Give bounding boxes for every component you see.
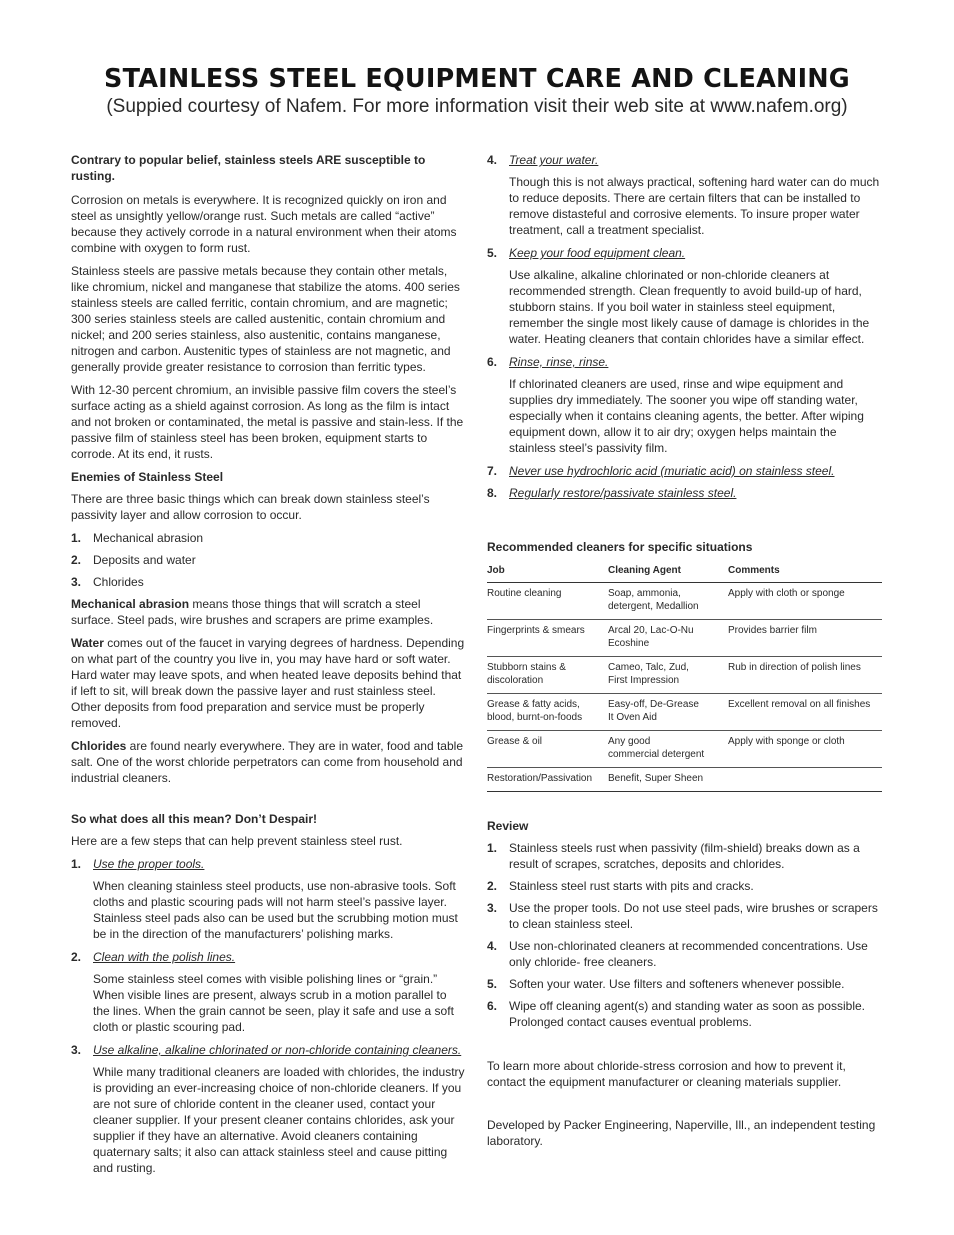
enemies-item xyxy=(71,552,466,568)
cell-job: Routine cleaning xyxy=(487,583,608,620)
review-item xyxy=(487,900,882,932)
step-body: When cleaning stainless steel products, use non-abrasive tools. Soft cloths and plastic scouring pads will not harm steel’s passive layer. Stainless steel pads also can be used but the scrubbing motion must be in the direction of the manufacturers’ polishing marks. xyxy=(93,879,458,941)
water-text: comes out of the faucet in varying degrees of hardness. Depending on what part of the country you live in, you may have hard or soft water. Hard water may leave spots, and when heated leave deposits behind that if left to sit, will break down the passive layer and rust stainless steel. Other deposits from food preparation and service must be properly removed. xyxy=(71,636,465,730)
cell-comments: Apply with cloth or sponge xyxy=(728,583,882,620)
item-number: 2. xyxy=(71,553,82,567)
cell-cleaning-agent: Soap, ammonia, detergent, Medallion xyxy=(608,583,728,620)
step-title: Rinse, rinse, rinse. xyxy=(509,355,609,369)
item-text: Deposits and water xyxy=(93,553,196,567)
cell-job: Restoration/Passivation xyxy=(487,768,608,792)
right-column xyxy=(487,152,882,1156)
column-header-cleaning-agent: Cleaning Agent xyxy=(608,561,728,583)
step-title: Use the proper tools. xyxy=(93,857,205,871)
cell-job: Stubborn stains & discoloration xyxy=(487,657,608,694)
item-number: 3. xyxy=(71,575,82,589)
step-title: Regularly restore/passivate stainless steel. xyxy=(509,486,737,500)
cell-comments xyxy=(728,768,882,792)
mechanical-abrasion-keyword: Mechanical abrasion xyxy=(71,597,190,611)
step-title: Clean with the polish lines. xyxy=(93,950,236,964)
item-number: 5. xyxy=(487,977,498,991)
item-number: 2. xyxy=(487,879,498,893)
step-title: Never use hydrochloric acid (muriatic acid) on stainless steel. xyxy=(509,464,835,478)
step-item xyxy=(487,152,882,168)
water-paragraph xyxy=(71,635,466,731)
cell-cleaning-agent: Benefit, Super Sheen xyxy=(608,768,728,792)
step-number: 3. xyxy=(71,1043,82,1057)
step-number: 5. xyxy=(487,246,498,260)
table-row xyxy=(487,768,882,792)
step-number: 6. xyxy=(487,355,498,369)
cell-cleaning-agent: Easy-off, De-Grease It Oven Aid xyxy=(608,694,728,731)
item-text: Soften your water. Use filters and softeners whenever possible. xyxy=(509,977,845,991)
chlorides-paragraph xyxy=(71,738,466,786)
cleaners-table xyxy=(487,561,882,792)
table-row xyxy=(487,583,882,620)
step-item xyxy=(487,463,882,479)
step-item xyxy=(71,1042,466,1058)
step-title: Keep your food equipment clean. xyxy=(509,246,686,260)
table-row xyxy=(487,694,882,731)
item-number: 4. xyxy=(487,939,498,953)
cleaners-heading: Recommended cleaners for specific situations xyxy=(487,540,753,554)
step-number: 1. xyxy=(71,857,82,871)
table-row xyxy=(487,657,882,694)
developed-by-text: Developed by Packer Engineering, Naperville, Ill., an independent testing laboratory. xyxy=(487,1118,876,1148)
step-item xyxy=(487,354,882,370)
step-body: Use alkaline, alkaline chlorinated or non-chloride cleaners at recommended strength. Clean frequently to avoid build-up of hard, stubborn stains. If you boil water in stainless steel equipment, remember the single most likely cause of damage is chlorides in the water. Heating cleaners that contain chlorides have a similar effect. xyxy=(509,268,870,346)
item-number: 6. xyxy=(487,999,498,1013)
page-subtitle: (Suppied courtesy of Nafem. For more information visit their web site at www.nafem.org) xyxy=(106,96,848,117)
step-item xyxy=(487,245,882,261)
cell-job: Grease & oil xyxy=(487,731,608,768)
page-title: STAINLESS STEEL EQUIPMENT CARE AND CLEANING xyxy=(104,64,850,94)
item-text: Mechanical abrasion xyxy=(93,531,204,545)
left-column xyxy=(71,152,466,1183)
enemies-item xyxy=(71,530,466,546)
review-item xyxy=(487,938,882,970)
item-text: Stainless steel rust starts with pits and cracks. xyxy=(509,879,754,893)
step-number: 8. xyxy=(487,486,498,500)
review-heading: Review xyxy=(487,819,529,833)
water-keyword: Water xyxy=(71,636,104,650)
column-header-job: Job xyxy=(487,561,608,583)
learn-more-text: To learn more about chloride-stress corrosion and how to prevent it, contact the equipment manufacturer or cleaning materials supplier. xyxy=(487,1059,846,1089)
item-number: 1. xyxy=(487,841,498,855)
intro-paragraph-2: Stainless steels are passive metals because they contain other metals, like chromium, nickel and manganese that stabilize the atoms. 400 series stainless steels are called ferritic, contain chromium, and are magnetic; 300 series stainless steels are called austenitic, contain chromium and nickel; and 200 series stainless, also austenitic, contains manganese, nitrogen and carbon. Austenitic types of stainless are not magnetic, and generally provide greater resistance to corrosion than ferritic types. xyxy=(71,264,460,374)
intro-lead: Contrary to popular belief, stainless steels ARE susceptible to rusting. xyxy=(71,153,426,183)
enemies-heading: Enemies of Stainless Steel xyxy=(71,470,224,484)
item-text: Use non-chlorinated cleaners at recommended concentrations. Use only chloride- free cleaners. xyxy=(509,939,868,969)
enemies-intro: There are three basic things which can break down stainless steel’s passivity layer and allow corrosion to occur. xyxy=(71,492,430,522)
cell-comments: Provides barrier film xyxy=(728,620,882,657)
step-body: Some stainless steel comes with visible polishing lines or “grain.” When visible lines are present, always scrub in a motion parallel to the lines. When the grain cannot be seen, play it safe and use a soft cloth or plastic scouring pad. xyxy=(93,972,454,1034)
mechanical-abrasion-paragraph xyxy=(71,596,466,628)
cell-cleaning-agent: Cameo, Talc, Zud, First Impression xyxy=(608,657,728,694)
despair-intro: Here are a few steps that can help prevent stainless steel rust. xyxy=(71,834,403,848)
step-number: 2. xyxy=(71,950,82,964)
step-number: 7. xyxy=(487,464,498,478)
step-number: 4. xyxy=(487,153,498,167)
despair-heading: So what does all this mean? Don’t Despair! xyxy=(71,812,318,826)
step-item xyxy=(487,485,882,501)
chlorides-text: are found nearly everywhere. They are in water, food and table salt. One of the worst chloride perpetrators can come from household and industrial cleaners. xyxy=(71,739,463,785)
intro-paragraph-1: Corrosion on metals is everywhere. It is recognized quickly on iron and steel as unsightly yellow/orange rust. Such metals are called “active” because they actively corrode in a natural environment when their atoms combine with oxygen to form rust. xyxy=(71,193,457,255)
cell-comments: Apply with sponge or cloth xyxy=(728,731,882,768)
review-item xyxy=(487,998,882,1030)
enemies-item xyxy=(71,574,466,590)
step-body: While many traditional cleaners are loaded with chlorides, the industry is providing an ever-increasing choice of non-chloride cleaners. If you are not sure of chloride content in the cleaner used, contact your cleaner supplier. If your present cleaner contains chlorides, ask your supplier if they have an alternative. Avoid cleaners containing quaternary salts; it also can attack stainless steel and cause pitting and rusting. xyxy=(93,1065,465,1175)
step-item xyxy=(71,856,466,872)
cell-comments: Excellent removal on all finishes xyxy=(728,694,882,731)
cleaners-table-body xyxy=(487,583,882,792)
step-title: Use alkaline, alkaline chlorinated or non-chloride containing cleaners. xyxy=(93,1043,462,1057)
item-text: Chlorides xyxy=(93,575,144,589)
table-header-row xyxy=(487,561,882,583)
item-number: 1. xyxy=(71,531,82,545)
cell-cleaning-agent: Any good commercial detergent xyxy=(608,731,728,768)
step-body: Though this is not always practical, softening hard water can do much to reduce deposits. There are certain filters that can be installed to remove distasteful and corrosive elements. To insure proper water treatment, call a treatment specialist. xyxy=(509,175,880,237)
item-text: Use the proper tools. Do not use steel pads, wire brushes or scrapers to clean stainless steel. xyxy=(509,901,878,931)
review-item xyxy=(487,840,882,872)
mechanical-abrasion-text: means those things that will scratch a steel surface. Steel pads, wire brushes and scrapers are prime examples. xyxy=(71,597,434,627)
cell-job: Fingerprints & smears xyxy=(487,620,608,657)
intro-paragraph-3: With 12-30 percent chromium, an invisible passive film covers the steel’s surface acting as a shield against corrosion. As long as the film is intact and not broken or contaminated, the metal is passive and stain-less. If the passive film of stainless steel has been broken, equipment starts to corrode. At its end, it rusts. xyxy=(71,383,464,461)
chlorides-keyword: Chlorides xyxy=(71,739,127,753)
review-item xyxy=(487,976,882,992)
step-body: If chlorinated cleaners are used, rinse and wipe equipment and supplies dry immediately. The sooner you wipe off standing water, especially when it contains cleaning agents, the better. After wiping equipment down, allow it to air dry; oxygen helps maintain the stainless steel’s passivity film. xyxy=(509,377,864,455)
item-number: 3. xyxy=(487,901,498,915)
table-row xyxy=(487,620,882,657)
item-text: Stainless steels rust when passivity (film-shield) breaks down as a result of scrapes, scratches, deposits and chlorides. xyxy=(509,841,860,871)
table-row xyxy=(487,731,882,768)
step-item xyxy=(71,949,466,965)
item-text: Wipe off cleaning agent(s) and standing water as soon as possible. Prolonged contact causes eventual problems. xyxy=(509,999,865,1029)
step-title: Treat your water. xyxy=(509,153,599,167)
cell-comments: Rub in direction of polish lines xyxy=(728,657,882,694)
cell-cleaning-agent: Arcal 20, Lac-O-Nu Ecoshine xyxy=(608,620,728,657)
review-item xyxy=(487,878,882,894)
column-header-comments: Comments xyxy=(728,561,882,583)
cell-job: Grease & fatty acids, blood, burnt-on-foods xyxy=(487,694,608,731)
